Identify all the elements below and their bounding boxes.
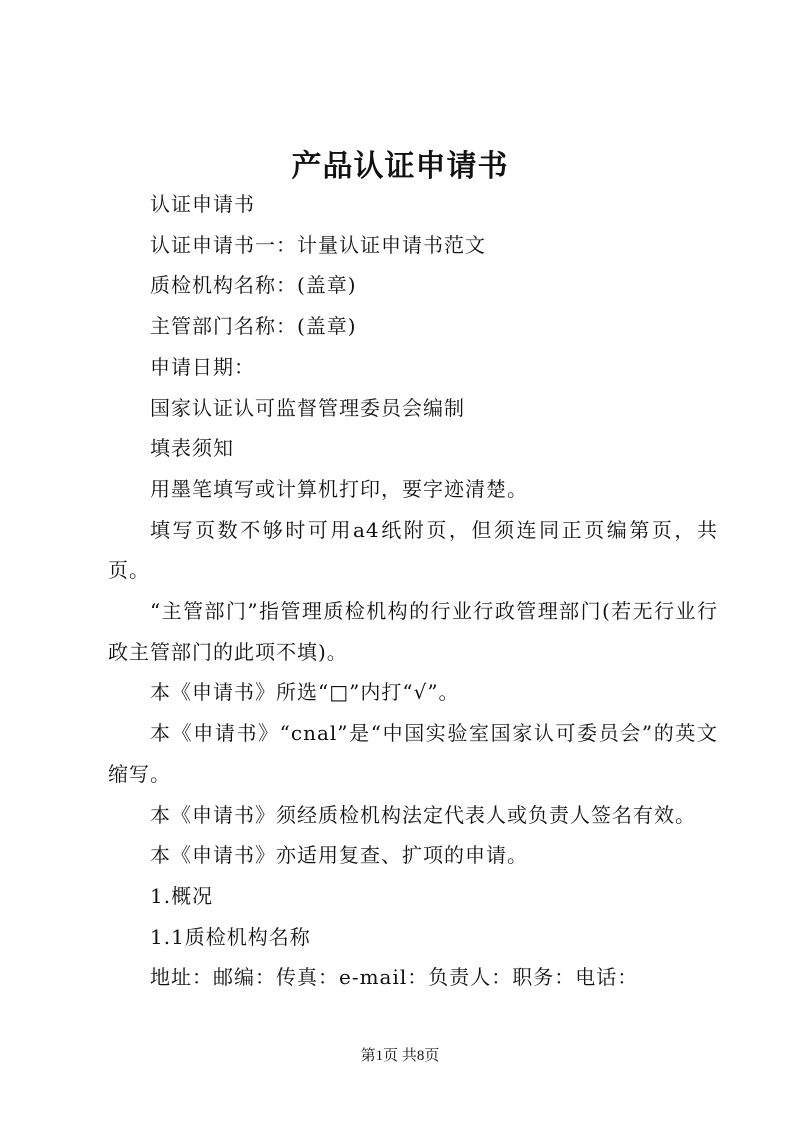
paragraph: 国家认证认可监督管理委员会编制 (150, 395, 465, 420)
paragraph: 填表须知 (150, 436, 234, 461)
paragraph: 地址：邮编：传真：e-mail：负责人：职务：电话： (150, 965, 639, 990)
paragraph: 认证申请书 (150, 192, 255, 216)
document-title: 产品认证申请书 (291, 149, 509, 184)
paragraph: “主管部门”指管理质检机构的行业行政管理部门(若无行业行政主管部门的此项不填)。 (108, 599, 718, 664)
paragraph: 1.概况 (150, 883, 214, 908)
paragraph: 本《申请书》“cnal”是“中国实验室国家认可委员会”的英文缩写。 (108, 721, 718, 786)
paragraph: 用墨笔填写或计算机打印，要字迹清楚。 (150, 476, 528, 501)
paragraph: 本《申请书》亦适用复查、扩项的申请。 (150, 843, 528, 868)
paragraph: 主管部门名称：(盖章) (150, 314, 357, 339)
paragraph: 1.1质检机构名称 (150, 924, 311, 949)
paragraph: 填写页数不够时可用a4纸附页，但须连同正页编第页，共页。 (108, 517, 718, 583)
paragraph: 申请日期： (150, 354, 255, 379)
paragraph: 本《申请书》所选“□”内打“√”。 (150, 680, 460, 705)
document-body (108, 184, 718, 998)
paragraph: 质检机构名称：(盖章) (150, 273, 357, 298)
page-footer: 第1页 共8页 (360, 1048, 440, 1064)
paragraph: 认证申请书一：计量认证申请书范文 (150, 232, 486, 257)
paragraph: 本《申请书》须经质检机构法定代表人或负责人签名有效。 (150, 802, 696, 827)
